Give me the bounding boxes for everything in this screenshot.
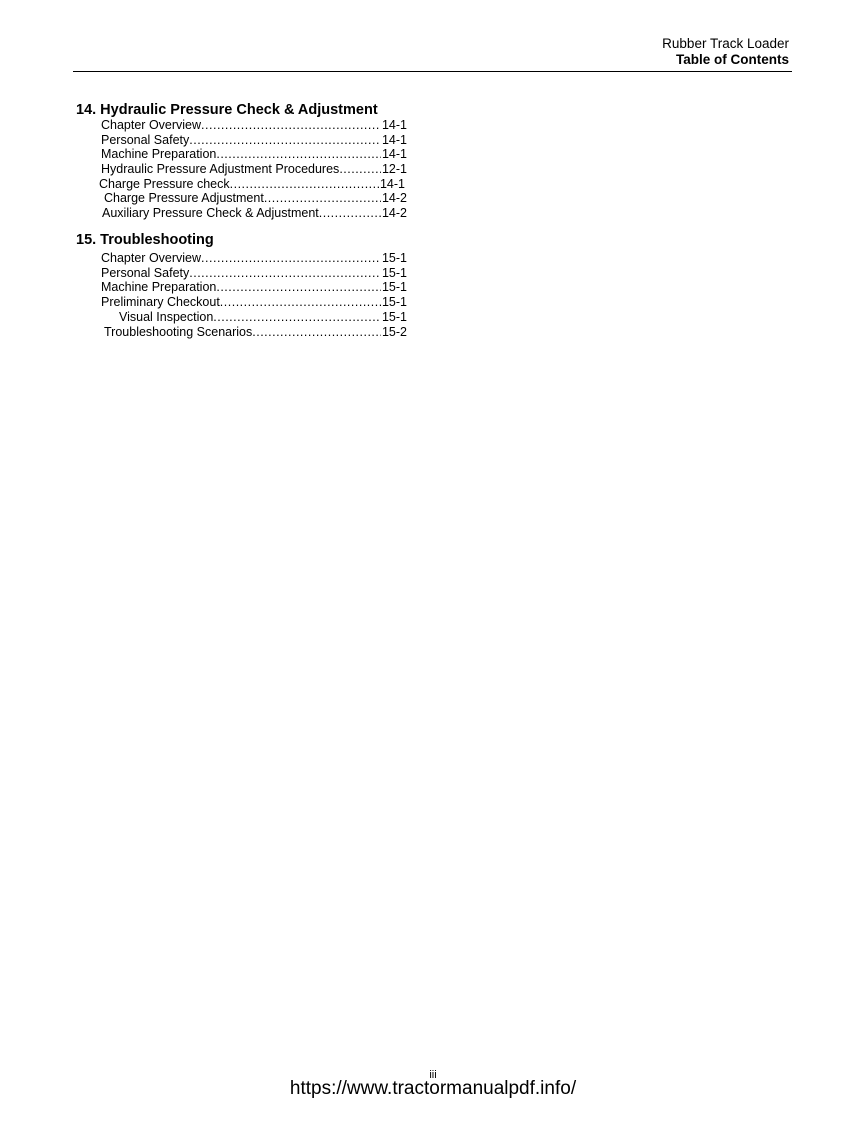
header-rule (73, 71, 792, 72)
document-subtitle: Table of Contents (676, 52, 789, 67)
toc-entry[interactable]: Personal Safety ..... 15-1 (101, 266, 407, 281)
toc-entry[interactable]: Hydraulic Pressure Adjustment Procedures ..... 12-1 (101, 162, 407, 177)
toc-entry[interactable]: Charge Pressure Adjustment ..... 14-2 (104, 191, 407, 206)
toc-entry[interactable]: Chapter Overview ..... 15-1 (101, 251, 407, 266)
toc-entry[interactable]: Preliminary Checkout ..... 15-1 (101, 295, 407, 310)
toc-entry[interactable]: Auxiliary Pressure Check & Adjustment ..... 14-2 (102, 206, 407, 221)
toc-entry[interactable]: Visual Inspection ..... 15-1 (119, 310, 407, 325)
page-header (662, 36, 789, 68)
toc-entry[interactable]: Personal Safety ..... 14-1 (101, 133, 407, 148)
toc-entry[interactable]: Machine Preparation ..... 15-1 (101, 280, 407, 295)
section-title: 14. Hydraulic Pressure Check & Adjustment (76, 102, 378, 118)
page-number: iii (429, 1069, 437, 1081)
toc-entry[interactable]: Charge Pressure check ..... 14-1 (99, 177, 405, 192)
toc-entry[interactable]: Chapter Overview ..... 14-1 (101, 118, 407, 133)
section-title: 15. Troubleshooting (76, 232, 214, 248)
toc-entry[interactable]: Troubleshooting Scenarios ..... 15-2 (104, 325, 407, 340)
source-url[interactable]: https://www.tractormanualpdf.info/ (289, 1078, 577, 1099)
document-title: Rubber Track Loader (662, 36, 789, 51)
toc-entry[interactable]: Machine Preparation ..... 14-1 (101, 147, 407, 162)
